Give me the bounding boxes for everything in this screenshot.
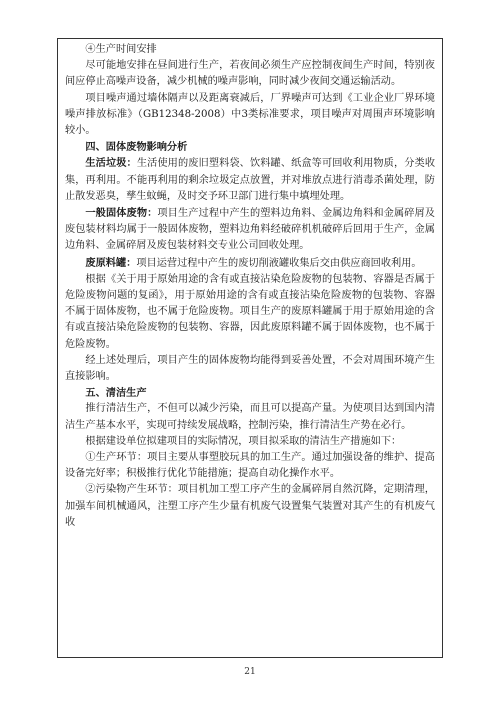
paragraph-general-solid-waste: 一般固体废物：项目生产过程中产生的塑料边角料、金属边角料和金属碎屑及废包装材料均属于一般固体废物，塑料边角料经破碎机机破碎后回用于生产，金属边角料、金属碎屑及废包装材料交专业公司回收处理。 <box>65 207 435 252</box>
section-heading-solid-waste: 四、固体废物影响分析 <box>85 141 188 154</box>
paragraph-production-time-desc: 尽可能地安排在昼间进行生产，若夜间必须生产应控制夜间生产时间，特别夜间应停止高噪声设备，减少机械的噪声影响，同时减少夜间交通运输活动。 <box>65 60 435 88</box>
paragraph-clean-production-intro: 推行清洁生产，不但可以减少污染，而且可以提高产量。为使项目达到国内清洁生产基本水平，实现可持续发展战略，控制污染，推行清洁生产势在必行。 <box>65 403 435 431</box>
paragraph-measure-pollution: ②污染物产生环节：项目机加工型工序产生的金属碎屑自然沉降，定期清理，加强车间机械通风，注塑工序产生少量有机废气设置集气装置对其产生的有机废气收 <box>65 484 435 528</box>
paragraph-measure-production: ①生产环节：项目主要从事塑胶玩具的加工生产。通过加强设备的维护、提高设备完好率；积极推行优化节能措施；提高自动化操作水平。 <box>65 452 435 480</box>
lead-waste-material-cans: 废原料罐： <box>85 256 137 269</box>
lead-domestic-waste: 生活垃圾： <box>85 157 137 170</box>
text-body <box>58 39 442 531</box>
paragraph-waste-material-cans: 废原料罐：项目运营过程中产生的废切削液罐收集后交由供应商回收利用。 <box>85 256 422 269</box>
paragraph-noise-conclusion: 项目噪声通过墙体隔声以及距离衰减后，厂界噪声可达到《工业企业厂界环境噪声排放标准》（GB12348-2008）中3类标准要求，项目噪声对周围声环境影响较小。 <box>65 92 435 137</box>
content-frame <box>57 38 443 658</box>
paragraph-hazardous-reply: 根据《关于用于原始用途的含有或直接沾染危险废物的包装物、容器是否属于危险废物问题的复函》，用于原始用途的含有或直接沾染危险废物的包装物、容器不属于固体废物，也不属于危险废物。项目生产的废原料罐属于用于原始用途的含有或直接沾染危险废物的包装物、容器，因此废原料罐不属于固体废物，也不属于危险废物。 <box>65 273 435 350</box>
lead-general-solid-waste: 一般固体废物： <box>85 207 158 220</box>
paragraph-measures-intro: 根据建设单位拟建项目的实际情况，项目拟采取的清洁生产措施如下： <box>85 435 402 447</box>
paragraph-waste-conclusion: 经上述处理后，项目产生的固体废物均能得到妥善处置，不会对周围环境产生直接影响。 <box>65 354 435 383</box>
section-heading-clean-production: 五、清洁生产 <box>85 387 147 400</box>
paragraph-production-time-title: ④生产时间安排 <box>85 44 157 55</box>
paragraph-domestic-waste: 生活垃圾：生活使用的废旧塑料袋、饮料罐、纸盒等可回收利用物质，分类收集，再利用。不能再利用的剩余垃圾定点放置，并对堆放点进行消毒杀菌处理，防止散发恶臭，孳生蚊蝇，及时交予环卫部门进行集中填埋处理。 <box>65 157 436 202</box>
page-number: 21 <box>244 667 256 677</box>
